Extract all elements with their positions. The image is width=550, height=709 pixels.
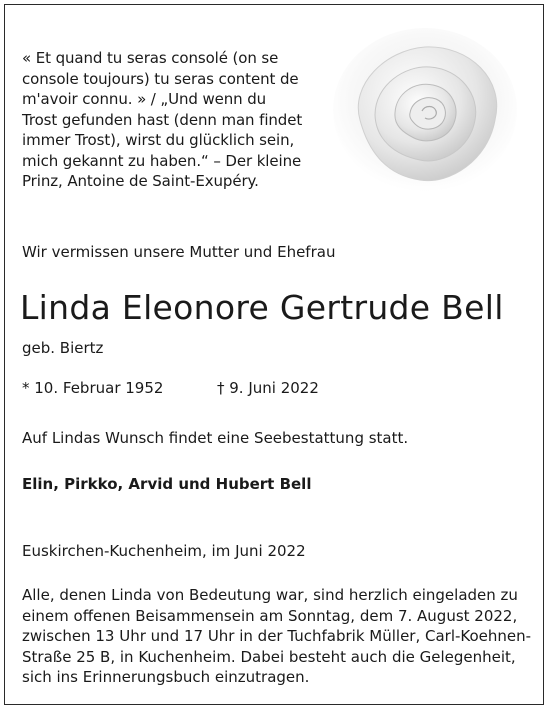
burial-note: Auf Lindas Wunsch findet eine Seebestattung statt.	[22, 429, 409, 447]
quote-block	[22, 48, 322, 192]
quote-line: mich gekannt zu haben.“ – Der kleine	[22, 151, 302, 170]
quote-line: « Et quand tu seras consolé (on se	[22, 49, 279, 67]
place-date: Euskirchen-Kuchenheim, im Juni 2022	[22, 542, 306, 560]
invitation-line: Alle, denen Linda von Bedeutung war, sind herzlich eingeladen zu	[22, 586, 518, 604]
death-date: † 9. Juni 2022	[217, 379, 319, 397]
family-names: Elin, Pirkko, Arvid und Hubert Bell	[22, 475, 312, 493]
quote-line: console toujours) tu seras content de	[22, 69, 299, 88]
invitation-line: Straße 25 B, in Kuchenheim. Dabei besteht auch die Gelegenheit,	[22, 647, 516, 666]
quote-line: immer Trost), wirst du glücklich sein,	[22, 131, 295, 149]
birth-name: geb. Biertz	[22, 339, 104, 357]
invitation-line: einem offenen Beisammensein am Sonntag, dem 7. August 2022,	[22, 606, 518, 625]
quote-line: Trost gefunden hast (denn man findet	[22, 110, 303, 129]
deceased-name: Linda Eleonore Gertrude Bell	[20, 288, 504, 327]
rose-image	[330, 25, 520, 195]
quote-line: m'avoir connu. » / „Und wenn du	[22, 90, 267, 108]
invitation-block	[22, 585, 534, 688]
obituary-frame	[4, 4, 544, 705]
birth-date: * 10. Februar 1952	[22, 379, 164, 397]
invitation-line: sich ins Erinnerungsbuch einzutragen.	[22, 668, 310, 686]
invitation-line: zwischen 13 Uhr und 17 Uhr in der Tuchfabrik Müller, Carl-Koehnen-	[22, 627, 532, 645]
intro-text: Wir vermissen unsere Mutter und Ehefrau	[22, 243, 336, 261]
quote-line: Prinz, Antoine de Saint-Exupéry.	[22, 172, 259, 190]
